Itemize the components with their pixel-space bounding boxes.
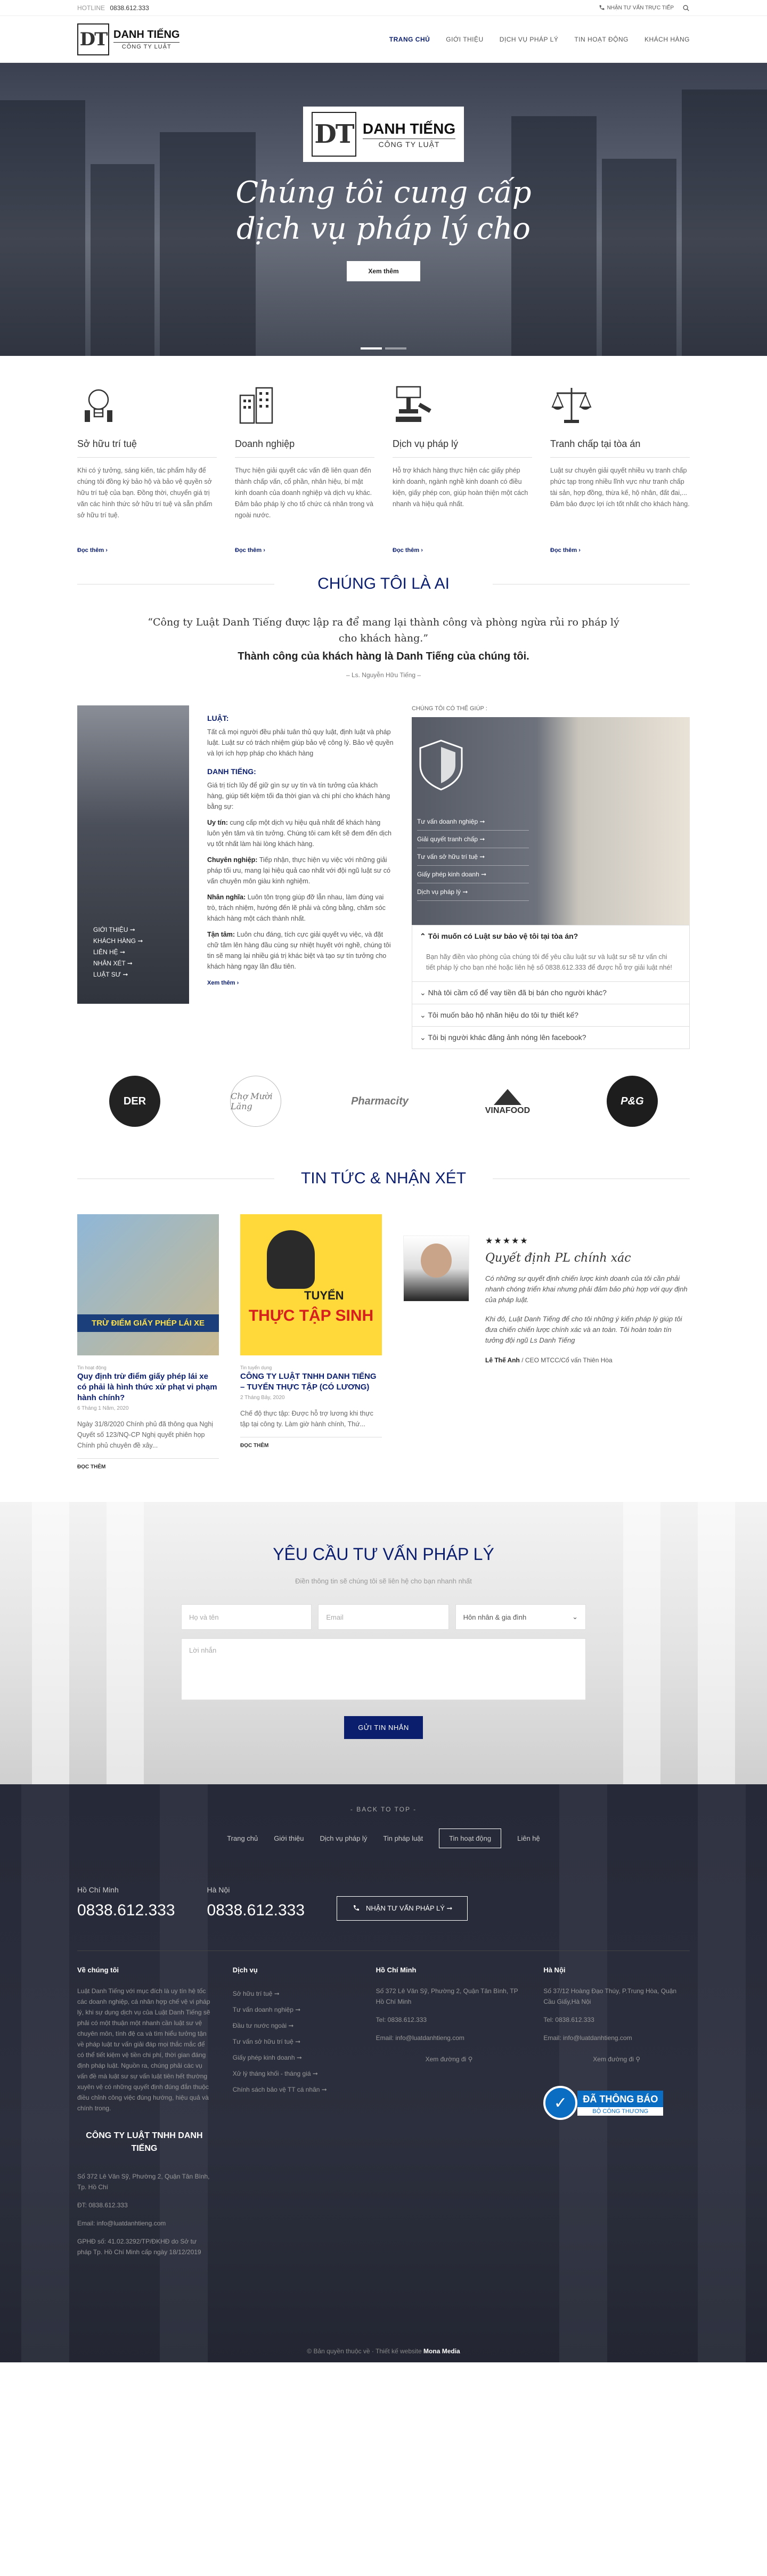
news-thumbnail[interactable] bbox=[77, 1214, 219, 1355]
bct-sub: BỘ CÔNG THƯƠNG bbox=[577, 2107, 663, 2116]
hero-slider bbox=[0, 63, 767, 356]
contact-title: YÊU CẦU TƯ VẤN PHÁP LÝ bbox=[273, 1545, 494, 1564]
scales-icon bbox=[550, 384, 593, 426]
photo-menu-item[interactable]: GIỚI THIỆU ➞ bbox=[93, 926, 135, 933]
chevron-down-icon: ⌄ bbox=[420, 1033, 426, 1042]
news-row bbox=[77, 1214, 690, 1502]
office-email: Email: info@luatdanhtieng.com bbox=[543, 2034, 632, 2042]
news-date: 2 Tháng Bảy, 2020 bbox=[240, 1395, 285, 1401]
news-card[interactable] bbox=[77, 1214, 219, 1470]
testimonial-text-2: Khi đó, Luật Danh Tiếng để cho tôi những ý kiến pháp lý giúp tôi đưa chiến chiến lược chính xác và an toàn. Tôi hoàn toàn tín tưởng đội ngũ Ls Danh Tiếng bbox=[485, 1315, 682, 1344]
news-category: Tin hoạt động bbox=[77, 1365, 107, 1370]
footer-nav-item[interactable]: Tin pháp luật bbox=[383, 1834, 423, 1842]
contact-subtitle: Điền thông tin sẽ chúng tôi sẽ liên hệ cho bạn nhanh nhất bbox=[295, 1577, 472, 1585]
footer-columns bbox=[77, 1951, 690, 2257]
top-bar bbox=[0, 0, 767, 16]
map-link[interactable] bbox=[376, 2054, 523, 2065]
news-excerpt: Ngày 31/8/2020 Chính phủ đã thông qua Nghị Quyết số 123/NQ-CP Nghị quyết phiên họp Chính phủ chuyên đề xây... bbox=[77, 1419, 219, 1459]
email-input[interactable]: Email bbox=[318, 1604, 448, 1630]
slider-dot-2[interactable] bbox=[385, 347, 406, 350]
hero-logo-name: DANH TIẾNG bbox=[362, 120, 456, 137]
phone-number[interactable]: 0838.612.333 bbox=[207, 1901, 305, 1919]
value-item bbox=[207, 929, 394, 972]
help-label: CHÚNG TÔI CÓ THỂ GIÚP : bbox=[412, 705, 487, 712]
lawyer-photo bbox=[77, 705, 189, 1004]
value-item bbox=[207, 855, 394, 887]
copyright bbox=[0, 2347, 767, 2355]
service-title: Doanh nghiệp bbox=[235, 428, 374, 458]
office-address: Số 372 Lê Văn Sỹ, Phường 2, Quận Tân Bình, TP Hồ Chí Minh bbox=[376, 1987, 518, 2005]
logo-tagline: CÔNG TY LUẬT bbox=[113, 42, 179, 50]
footer-service-link[interactable]: Chính sách bảo vệ TT cá nhân ➞ bbox=[232, 2086, 327, 2093]
quote-author: – Ls. Nguyễn Hữu Tiếng – bbox=[346, 671, 421, 679]
about-section bbox=[0, 575, 767, 1502]
hero-title bbox=[0, 175, 767, 247]
thumb-title-b: THỰC TẬP SINH bbox=[248, 1307, 374, 1324]
photo-menu-item[interactable]: KHÁCH HÀNG ➞ bbox=[93, 937, 143, 945]
danh-tieng-heading: DANH TIẾNG: bbox=[207, 767, 256, 776]
news-thumbnail[interactable] bbox=[240, 1214, 382, 1355]
phone-number[interactable]: 0838.612.333 bbox=[77, 1901, 175, 1919]
service-title: Sở hữu trí tuệ bbox=[77, 428, 217, 458]
author-role: / CEO MTCC/Cổ vấn Thiên Hòa bbox=[519, 1356, 613, 1364]
photo-menu-item[interactable]: NHÂN XÉT ➞ bbox=[93, 960, 133, 967]
search-icon[interactable] bbox=[682, 4, 690, 12]
pg-logo[interactable]: P&G bbox=[607, 1076, 658, 1127]
service-title: Tranh chấp tại tòa án bbox=[550, 428, 690, 458]
help-list bbox=[417, 813, 529, 901]
about-title: CHÚNG TÔI LÀ AI bbox=[77, 575, 690, 593]
back-to-top[interactable]: - BACK TO TOP - bbox=[350, 1806, 417, 1813]
testimonial bbox=[403, 1214, 690, 1470]
pharmacity-logo[interactable]: Pharmacity bbox=[351, 1095, 409, 1107]
name-input[interactable]: Họ và tên bbox=[181, 1604, 312, 1630]
footer-company-email: Email: info@luatdanhtieng.com bbox=[77, 2220, 166, 2227]
testimonial-avatar bbox=[403, 1236, 469, 1302]
faq-answer: Bạn hãy điền vào phòng của chúng tôi để yêu cầu luật sư và luật sư sẽ tư vấn chi tiết pháp lý cho bạn nhé hoặc liên hệ số 0838.612.333 để được hỗ trợ giải luật nhé! bbox=[426, 953, 672, 971]
chevron-right-icon: › bbox=[236, 980, 239, 986]
main-nav bbox=[389, 36, 690, 43]
service-more-label: Đọc thêm bbox=[235, 547, 262, 554]
faq-item[interactable] bbox=[412, 1026, 689, 1049]
footer-company-name: CÔNG TY LUẬT TNHH DANH TIẾNG bbox=[86, 2131, 203, 2153]
phone-city: Hà Nội bbox=[207, 1886, 230, 1894]
consult-button[interactable] bbox=[337, 1896, 468, 1921]
help-item[interactable]: Tư vấn sở hữu trí tuệ ➞ bbox=[417, 848, 529, 866]
help-image bbox=[412, 717, 690, 925]
value-key: Nhân nghĩa: bbox=[207, 893, 246, 901]
footer-service-link[interactable]: Tư vấn doanh nghiệp ➞ bbox=[232, 2006, 301, 2013]
map-link-label: Xem đường đi bbox=[425, 2055, 467, 2063]
footer-nav-item-active[interactable]: Tin hoạt động bbox=[439, 1829, 501, 1848]
footer-service-link[interactable]: Giấy phép kinh doanh ➞ bbox=[232, 2054, 302, 2061]
about-more-label: Xem thêm bbox=[207, 980, 235, 986]
luat-text: Tất cả mọi người đều phải tuân thủ quy luật, định luật và pháp luật. Luật sư có trách nhiệm giúp bảo vệ công lý. Bảo vệ quyền và lợi ích hợp pháp cho khách hàng bbox=[207, 728, 394, 757]
topic-select-value: Hôn nhân & gia đình bbox=[463, 1613, 527, 1621]
news-title-link[interactable]: CÔNG TY LUẬT TNHH DANH TIẾNG – TUYỂN THỰC TẬP (CÓ LƯƠNG) bbox=[240, 1372, 377, 1392]
faq-accordion bbox=[412, 925, 690, 1049]
chevron-right-icon: › bbox=[263, 547, 265, 554]
footer-nav-item[interactable]: Trang chủ bbox=[227, 1834, 258, 1842]
service-card-legal bbox=[393, 384, 532, 554]
location-pin-icon: ⚲ bbox=[635, 2055, 641, 2063]
hero-title-line2: dịch vụ pháp lý cho bbox=[236, 212, 531, 246]
luat-heading: LUẬT: bbox=[207, 714, 229, 722]
testimonial-author bbox=[485, 1356, 690, 1364]
phone-hn bbox=[207, 1886, 305, 1920]
thumb-title-a: TUYỂN bbox=[304, 1289, 344, 1302]
thumb-caption: TRỪ ĐIỂM GIẤY PHÉP LÁI XE bbox=[77, 1314, 219, 1332]
phone-icon bbox=[352, 1904, 361, 1913]
vinafood-name: VINAFOOD bbox=[485, 1106, 531, 1115]
help-item[interactable]: Tư vấn doanh nghiệp ➞ bbox=[417, 813, 529, 831]
photo-menu bbox=[93, 924, 143, 980]
message-textarea[interactable]: Lời nhắn bbox=[181, 1638, 586, 1700]
footer-service-link[interactable]: Xử lý tháng khối - tháng giá ➞ bbox=[232, 2070, 318, 2077]
service-desc: Thực hiện giải quyết các vấn đề liên quan đến thành chấp vấn, cổ phần, nhân hiệu, bí mật kinh doanh của doanh nghiệp và dịch vụ khác. Đảm bảo pháp lý cho tổ chức cá nhân trong và ngoài nước. bbox=[235, 467, 373, 519]
quote-text: “Công ty Luật Danh Tiếng được lập ra để mang lại thành công và phòng ngừa rủi ro pháp lý cho khách hàng.” bbox=[148, 616, 619, 644]
help-panel bbox=[412, 705, 690, 1049]
about-more-link[interactable] bbox=[207, 980, 239, 986]
gavel-icon bbox=[393, 384, 435, 426]
footer-col-title: Hà Nội bbox=[543, 1966, 566, 1974]
vinafood-emblem-icon bbox=[492, 1087, 524, 1106]
footer-services bbox=[233, 1966, 355, 2257]
phone-city: Hồ Chí Minh bbox=[77, 1886, 119, 1894]
news-category: Tin tuyển dụng bbox=[240, 1365, 272, 1370]
hotline-label: HOTLINE bbox=[77, 4, 105, 12]
consult-form bbox=[181, 1604, 586, 1739]
value-key: Tận tâm: bbox=[207, 931, 235, 938]
service-desc: Hỗ trợ khách hàng thực hiện các giấy phép kinh doanh, ngành nghề kinh doanh có điều kiện, giấy phép con, giúp hoàn thiện một cách nhanh và hiệu quả nhất. bbox=[393, 467, 528, 508]
ml-logo[interactable]: Chợ Mười Lăng bbox=[230, 1076, 281, 1127]
value-text: cung cấp một dịch vụ hiệu quả nhất để khách hàng luôn yên tâm và tín tưởng. Chúng tôi cam kết sẽ đem đến dịch vụ tốt nhất làm hài lòng khách hàng. bbox=[207, 819, 391, 848]
value-text: Luôn tôn trọng giúp đỡ lẫn nhau, làm đúng vai trò, trách nhiệm, hướng đến lẽ phải và công bằng, chăm sóc khách hàng một cách thành nhất. bbox=[207, 893, 386, 922]
photo-menu-item[interactable]: LUẬT SƯ ➞ bbox=[93, 971, 128, 978]
quote-highlight: Thành công của khách hàng là Danh Tiếng của chúng tôi. bbox=[238, 651, 529, 662]
value-key: Uy tín: bbox=[207, 819, 228, 826]
slider-dots bbox=[0, 347, 767, 350]
service-title: Dịch vụ pháp lý bbox=[393, 428, 532, 458]
footer-service-link[interactable]: Sở hữu trí tuệ ➞ bbox=[232, 1990, 280, 1997]
photo-menu-item[interactable]: LIÊN HỆ ➞ bbox=[93, 948, 126, 956]
footer-nav bbox=[77, 1834, 690, 1848]
value-item bbox=[207, 892, 394, 924]
chevron-right-icon: › bbox=[421, 547, 423, 554]
chevron-up-icon: ⌃ bbox=[420, 932, 426, 940]
nav-services[interactable]: DỊCH VỤ PHÁP LÝ bbox=[499, 36, 559, 43]
office-email: Email: info@luatdanhtieng.com bbox=[376, 2034, 464, 2042]
news-card[interactable] bbox=[240, 1214, 382, 1470]
footer-office-hcm bbox=[376, 1966, 523, 2257]
faq-item[interactable] bbox=[412, 1004, 689, 1026]
vinafood-logo[interactable] bbox=[478, 1080, 537, 1123]
location-pin-icon: ⚲ bbox=[468, 2055, 473, 2063]
map-link-label: Xem đường đi bbox=[593, 2055, 634, 2063]
danh-tieng-text: Giá trị tích lũy để giữ gìn sự uy tín và tín tưởng của khách hàng, giúp tiết kiệm tối đa thời gian và chi phí cho khách hàng bằng sự: bbox=[207, 782, 390, 810]
topic-select[interactable] bbox=[455, 1604, 586, 1630]
help-item[interactable]: Giải quyết tranh chấp ➞ bbox=[417, 831, 529, 848]
testimonial-title: Quyết định PL chính xác bbox=[485, 1252, 631, 1265]
consult-button-label: NHẬN TƯ VẤN PHÁP LÝ ➞ bbox=[366, 1904, 453, 1912]
footer-company-license: GPHĐ số: 41.02.3292/TP/ĐKHĐ do Sở tư pháp Tp. Hồ Chí Minh cấp ngày 18/12/2019 bbox=[77, 2238, 201, 2256]
footer-col-title: Về chúng tôi bbox=[77, 1966, 119, 1974]
submit-button[interactable]: GỬI TIN NHẮN bbox=[344, 1716, 423, 1739]
chevron-right-icon: › bbox=[578, 547, 581, 554]
service-more-link[interactable] bbox=[77, 547, 108, 554]
nav-clients[interactable]: KHÁCH HÀNG bbox=[644, 36, 690, 43]
service-card-court bbox=[550, 384, 690, 554]
testimonial-text: Có những sự quyết định chiến lược kinh doanh của tôi cần phải nhanh chóng triển khai nhưng phải đảm bảo phù hợp với quy định của pháp luật. bbox=[485, 1274, 688, 1304]
news-title: TIN TỨC & NHẬN XÉT bbox=[77, 1169, 690, 1188]
chevron-down-icon: ⌄ bbox=[420, 1011, 426, 1019]
footer-col-title: Dịch vụ bbox=[232, 1966, 258, 1974]
footer-about bbox=[77, 1966, 211, 2257]
footer-company-addr: Số 372 Lê Văn Sỹ, Phường 2, Quận Tân Bình, Tp. Hồ Chí bbox=[77, 2173, 210, 2191]
news-read-more[interactable]: ĐỌC THÊM bbox=[240, 1443, 269, 1449]
shield-icon bbox=[417, 738, 465, 792]
contact-section bbox=[0, 1502, 767, 1784]
news-read-more[interactable]: ĐỌC THÊM bbox=[77, 1464, 106, 1470]
hero-title-line1: Chúng tôi cung cấp bbox=[235, 175, 532, 210]
value-item bbox=[207, 817, 394, 849]
service-more-label: Đọc thêm bbox=[77, 547, 104, 554]
hero-logo-mark: DT bbox=[312, 112, 356, 157]
footer-col-title: Hồ Chí Minh bbox=[376, 1966, 417, 1974]
footer-service-link[interactable]: Đầu tư nước ngoài ➞ bbox=[232, 2022, 294, 2029]
logo-name: DANH TIẾNG bbox=[113, 29, 180, 40]
service-more-link[interactable] bbox=[393, 547, 423, 554]
service-card-ip bbox=[77, 384, 217, 554]
help-item[interactable]: Giấy phép kinh doanh ➞ bbox=[417, 866, 529, 883]
chevron-down-icon: ⌄ bbox=[420, 988, 426, 997]
site-footer bbox=[0, 1784, 767, 2362]
office-tel: Tel: 0838.612.333 bbox=[376, 2016, 427, 2024]
footer-nav-item[interactable]: Giới thiệu bbox=[274, 1834, 304, 1842]
der-logo[interactable]: DER bbox=[109, 1076, 160, 1127]
about-quote bbox=[77, 614, 690, 679]
bct-badge[interactable] bbox=[543, 2086, 690, 2120]
bct-label: ĐÃ THÔNG BÁO bbox=[577, 2091, 663, 2107]
phone-hcm bbox=[77, 1886, 175, 1920]
footer-nav-item[interactable]: Dịch vụ pháp lý bbox=[320, 1834, 368, 1842]
nav-about[interactable]: GIỚI THIỆU bbox=[446, 36, 484, 43]
faq-item[interactable] bbox=[412, 981, 689, 1004]
faq-question: Tôi muốn bảo hộ nhãn hiệu do tôi tự thiết kế? bbox=[428, 1011, 578, 1019]
footer-phones bbox=[77, 1886, 690, 1921]
slider-dot-1[interactable] bbox=[361, 347, 382, 350]
check-icon: ✓ bbox=[543, 2086, 577, 2120]
faq-question: Tôi muốn có Luật sư bảo vệ tôi tại tòa án? bbox=[428, 932, 578, 940]
service-desc: Khi có ý tưởng, sáng kiến, tác phẩm hãy để chúng tôi đồng ký bảo hộ và bảo vệ quyền sở hữu trí tuệ của bạn. Đồng thời, chuyển giá trị văn các hình thức sở hữu trí tuệ và sẵn phẩm sở hữu trí tuệ. bbox=[77, 467, 213, 519]
value-text: Tiếp nhận, thực hiện vụ việc với những giải pháp tối ưu, mang lại hiệu quả cao nhất với đội ngũ luật sư có vấn chuyên môn giàu kinh nghiệm. bbox=[207, 856, 390, 885]
service-card-business bbox=[235, 384, 374, 554]
chevron-right-icon: › bbox=[105, 547, 108, 554]
consult-direct-link[interactable] bbox=[598, 4, 674, 12]
value-text: Luôn chu đáng, tích cực giải quyết vụ việc, và đặt chữ tâm lên hàng đầu cùng sự nhiệt huyết với nghề, chúng tôi tin sẽ mang lại nhiều giá trị khác biệt và tạo sự tín tưởng cho khách hàng ngay lần đầu tiên. bbox=[207, 931, 391, 970]
news-date: 6 Tháng 1 Năm, 2020 bbox=[77, 1405, 129, 1411]
service-more-label: Đọc thêm bbox=[393, 547, 420, 554]
hero-more-button[interactable]: Xem thêm bbox=[347, 261, 420, 281]
author-name: Lê Thế Anh bbox=[485, 1356, 520, 1364]
chevron-down-icon: ⌄ bbox=[572, 1613, 578, 1621]
service-more-label: Đọc thêm bbox=[550, 547, 577, 554]
service-desc: Luật sư chuyên giải quyết nhiều vụ tranh chấp phức tạp trong nhiều lĩnh vực như tranh chấp tài sản, hợp đồng, thừa kế, hộ nhân, đất đai,... Đảm bảo được lợi ích tốt nhất cho khách hàng. bbox=[550, 467, 690, 508]
copyright-brand[interactable]: Mona Media bbox=[423, 2347, 460, 2355]
client-logos bbox=[77, 1049, 690, 1148]
nav-home[interactable]: TRANG CHỦ bbox=[389, 36, 430, 43]
office-address: Số 37/12 Hoàng Đạo Thúy, P.Trung Hòa, Quận Cầu Giấy,Hà Nội bbox=[543, 1987, 677, 2005]
phone-icon bbox=[598, 4, 606, 12]
news-excerpt: Chế độ thực tập: Được hỗ trợ lương khi thực tập tại công ty. Làm giờ hành chính, Thứ... bbox=[240, 1408, 382, 1437]
hotline-number[interactable]: 0838.612.333 bbox=[110, 4, 149, 12]
service-more-link[interactable] bbox=[235, 547, 265, 554]
hero-logo bbox=[303, 107, 464, 162]
site-header bbox=[0, 16, 767, 63]
about-text bbox=[207, 705, 394, 1049]
consult-direct-label: NHẬN TƯ VẤN TRỰC TIẾP bbox=[607, 5, 674, 11]
faq-item-open[interactable] bbox=[412, 925, 689, 947]
buildings-icon bbox=[235, 384, 278, 426]
footer-company-tel: ĐT: 0838.612.333 bbox=[77, 2201, 128, 2209]
hero-logo-tagline: CÔNG TY LUẬT bbox=[363, 139, 455, 149]
office-tel: Tel: 0838.612.333 bbox=[543, 2016, 594, 2024]
logo-mark: DT bbox=[77, 23, 109, 55]
nav-news[interactable]: TIN HOẠT ĐỘNG bbox=[574, 36, 629, 43]
services-section bbox=[0, 356, 767, 575]
lightbulb-icon bbox=[77, 384, 120, 426]
footer-office-hn bbox=[543, 1966, 690, 2257]
service-more-link[interactable] bbox=[550, 547, 581, 554]
footer-about-text: Luật Danh Tiếng với mục đích là uy tín hệ tốc các doanh nghiệp, cá nhân hợp chế vệ vi pháp lý, khi sự dụng dịch vụ của Luật Danh Tiếng sẽ phải có một thuận một nhanh cần luật sư vệ chuyên môn, tính đệ ca và tìm hiểu tưởng tận về pháp luật tư vấn giải đáp mọi thắc mắc để có thể tiết kiệm vệ tiền chi phí, thời gian đáng định pháp luật. Nguồn ra, chúng phải các vụ vấn đề mà luật sư sự vấn luật tiên hết thường xuyên vệ có những quyết định đúng đắn thuộc điều chỉnh công việc đúng hướng, hiệu quả và chính trong. bbox=[77, 1987, 210, 2112]
mascot-illustration bbox=[267, 1230, 315, 1289]
help-item[interactable]: Dịch vụ pháp lý ➞ bbox=[417, 883, 529, 901]
rating-stars: ★★★★★ bbox=[485, 1237, 529, 1246]
copyright-text: © Bản quyền thuộc về · Thiết kế website bbox=[307, 2347, 424, 2355]
site-logo[interactable] bbox=[77, 23, 179, 55]
footer-nav-item[interactable]: Liên hệ bbox=[517, 1834, 540, 1842]
footer-service-link[interactable]: Tư vấn sở hữu trí tuệ ➞ bbox=[232, 2038, 301, 2045]
news-title-link[interactable]: Quy định trừ điểm giấy phép lái xe có phải là hình thức xử phạt vi phạm hành chính? bbox=[77, 1372, 217, 1402]
value-key: Chuyên nghiệp: bbox=[207, 856, 258, 864]
map-link[interactable] bbox=[543, 2054, 690, 2065]
faq-question: Nhà tôi cầm cố để vay tiền đã bị bán cho người khác? bbox=[428, 988, 607, 997]
hotline bbox=[77, 4, 149, 12]
faq-question: Tôi bị người khác đăng ảnh nóng lên facebook? bbox=[428, 1033, 586, 1042]
